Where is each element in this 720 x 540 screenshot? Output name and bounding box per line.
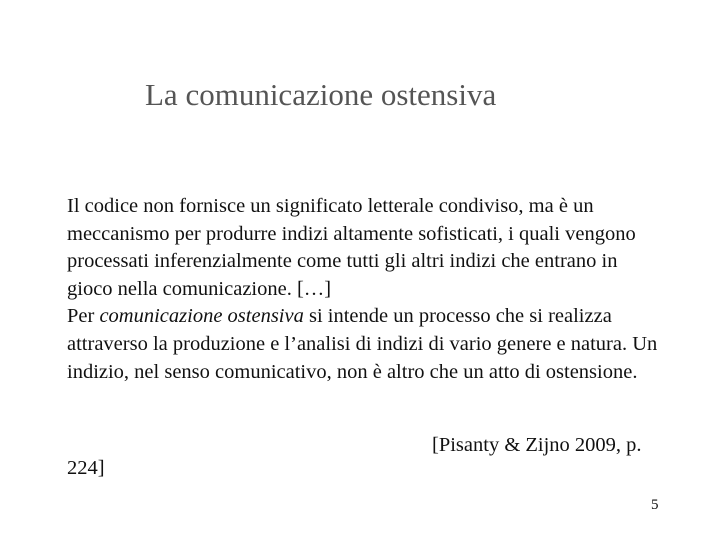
- citation-reference: [Pisanty & Zijno 2009, p.: [432, 434, 642, 456]
- emphasis-term: comunicazione ostensiva: [99, 305, 304, 328]
- paragraph-2-suffix: si intende un processo che si realizza attraverso la produzione e l’analisi di indizi di vario genere e natura. Un indizio, nel senso comunicativo, non è altro che un atto di ostensione.: [67, 305, 658, 383]
- slide-title: La comunicazione ostensiva: [145, 77, 497, 112]
- quote-paragraph-1: Il codice non fornisce un significato letterale condiviso, ma è un meccanismo per produrre indizi altamente sofisticati, i quali vengono processati inferenzialmente come tutti gli altri indizi che entrano in gioco nella comunicazione. […]: [67, 195, 636, 300]
- citation-page: 224]: [67, 457, 105, 479]
- page-number: 5: [651, 497, 659, 513]
- quote-paragraph-2: [67, 303, 667, 386]
- quote-body: [67, 193, 667, 386]
- paragraph-2-prefix: Per: [67, 305, 100, 328]
